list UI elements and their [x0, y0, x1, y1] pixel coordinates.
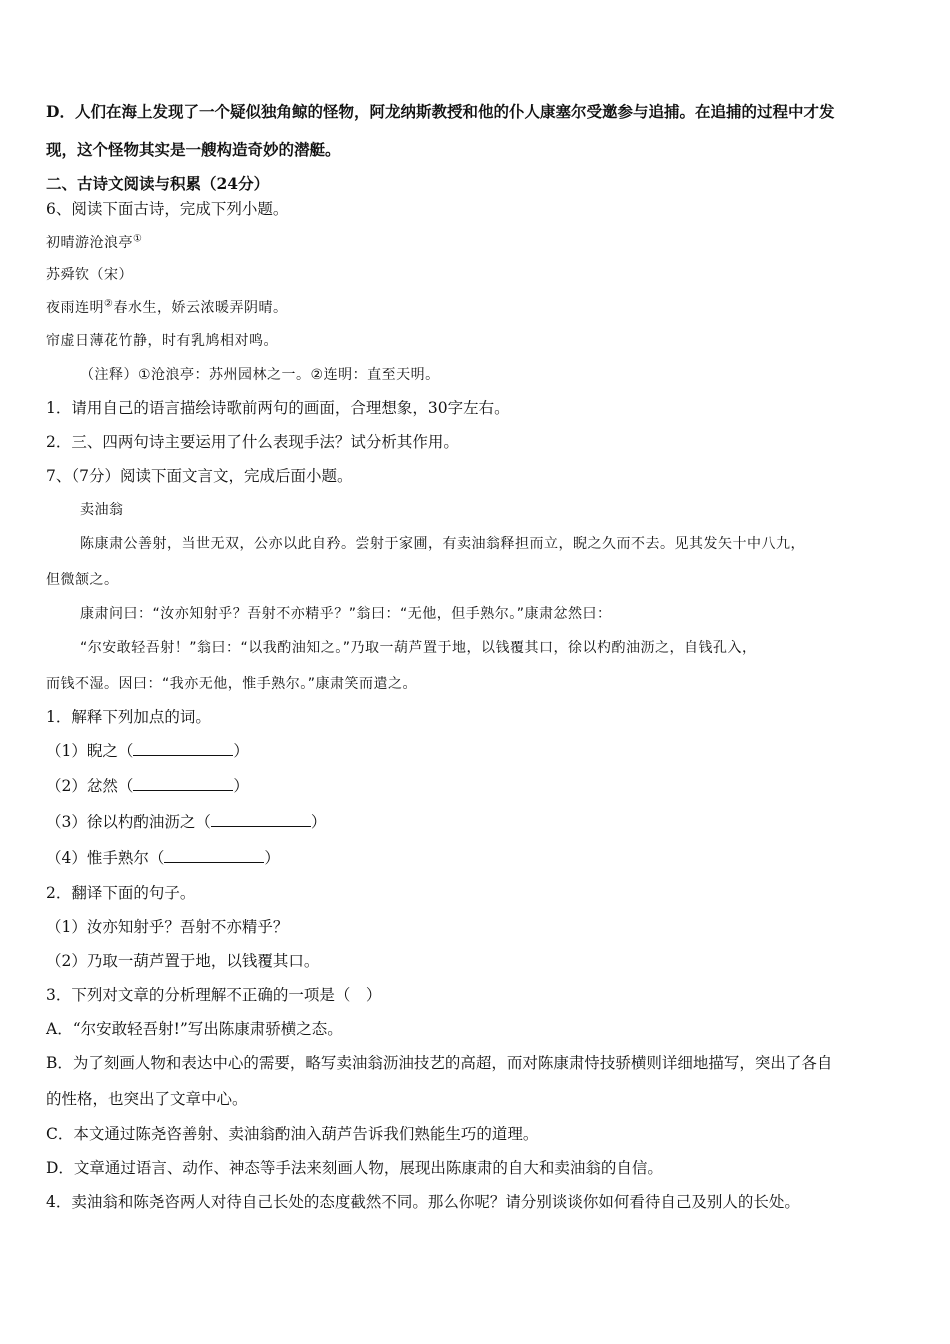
- q7-option-b-line1: B．为了刻画人物和表达中心的需要，略写卖油翁沥油技艺的高超，而对陈康肃恃技骄横则详细地描写，突出了各自: [46, 1054, 833, 1072]
- q7-para2-line1: 康肃问曰：“汝亦知射乎？吾射不亦精乎？”翁曰：“无他，但手熟尔。”康肃忿然曰：: [80, 606, 612, 622]
- item-text: 睨之（: [86, 742, 134, 760]
- poem-line-1-a: 夜雨连明: [46, 300, 104, 316]
- item-text: 忿然（: [86, 777, 134, 795]
- q7-passage-title: 卖油翁: [80, 502, 124, 518]
- q7-sub2-item-2: （2）乃取一葫芦置于地，以钱覆其口。: [46, 952, 320, 970]
- q7-sub1-item-3: [46, 812, 326, 832]
- item-number: （1）: [46, 742, 87, 760]
- q7-option-c: C．本文通过陈尧咨善射、卖油翁酌油入葫芦告诉我们熟能生巧的道理。: [46, 1125, 539, 1143]
- item-text: 惟手熟尔（: [86, 849, 165, 867]
- q7-option-b-line2: 的性格，也突出了文章中心。: [46, 1090, 248, 1108]
- q7-sub1: 1．解释下列加点的词。: [46, 708, 211, 726]
- item-number: （4）: [46, 849, 87, 867]
- item-close: ）: [310, 813, 327, 831]
- item-close: ）: [233, 742, 249, 760]
- item-number: （2）: [46, 777, 87, 795]
- q7-option-a: A．“尔安敢轻吾射!”写出陈康肃骄横之态。: [46, 1020, 343, 1038]
- item-close: ）: [233, 777, 249, 795]
- item-close: ）: [264, 849, 280, 867]
- q7-sub1-item-2: [46, 776, 249, 796]
- section2-heading: 二、古诗文阅读与积累（24分）: [46, 174, 270, 193]
- poem-author: 苏舜钦（宋）: [46, 267, 133, 283]
- q5-option-d-line1: D．人们在海上发现了一个疑似独角鲸的怪物，阿龙纳斯教授和他的仆人康塞尔受邀参与追捕。在追捕的过程中才发: [46, 102, 835, 121]
- poem-title-footnote-mark: ①: [133, 233, 143, 245]
- poem-line-1-footnote-mark: ②: [104, 298, 114, 310]
- answer-blank[interactable]: [133, 776, 233, 791]
- q7-para2-line2: “尔安敢轻吾射！”翁曰：“以我酌油知之。”乃取一葫芦置于地，以钱覆其口，徐以杓酌油沥之，自钱孔入，: [80, 640, 757, 656]
- poem-title-text: 初晴游沧浪亭: [46, 235, 133, 251]
- q7-sub1-item-4: [46, 848, 280, 868]
- q7-sub4: 4．卖油翁和陈尧咨两人对待自己长处的态度截然不同。那么你呢？请分别谈谈你如何看待自己及别人的长处。: [46, 1193, 800, 1211]
- poem-line-1: [46, 298, 287, 318]
- q7-sub2: 2．翻译下面的句子。: [46, 884, 196, 902]
- q6-sub1: 1．请用自己的语言描绘诗歌前两句的画面，合理想象，30字左右。: [46, 399, 510, 417]
- poem-line-2: 帘虚日薄花竹静，时有乳鸠相对鸣。: [46, 333, 278, 349]
- q7-sub1-item-1: [46, 741, 249, 761]
- answer-blank[interactable]: [133, 741, 233, 756]
- answer-blank[interactable]: [211, 812, 311, 827]
- q7-para2-line3: 而钱不湿。因曰：“我亦无他，惟手熟尔。”康肃笑而遣之。: [46, 676, 418, 692]
- poem-line-1-b: 春水生，娇云浓暖弄阴晴。: [113, 300, 288, 316]
- q7-sub2-item-1: （1）汝亦知射乎？吾射不亦精乎？: [46, 918, 289, 936]
- poem-title: [46, 233, 142, 253]
- poem-annotation: （注释）①沧浪亭：苏州园林之一。②连明：直至天明。: [80, 367, 440, 383]
- q7-para1-line2: 但微颔之。: [46, 572, 119, 588]
- item-number: （3）: [46, 813, 87, 831]
- item-text: 徐以杓酌油沥之（: [86, 813, 211, 831]
- answer-blank[interactable]: [164, 848, 264, 863]
- q6-prompt: 6、阅读下面古诗，完成下列小题。: [46, 200, 289, 218]
- q5-option-d-line2: 现，这个怪物其实是一艘构造奇妙的潜艇。: [46, 140, 341, 159]
- q7-option-d: D．文章通过语言、动作、神态等手法来刻画人物，展现出陈康肃的自大和卖油翁的自信。: [46, 1159, 663, 1177]
- q7-para1-line1: 陈康肃公善射，当世无双，公亦以此自矜。尝射于家圃，有卖油翁释担而立，睨之久而不去。见其发矢十中八九，: [80, 536, 805, 552]
- q6-sub2: 2．三、四两句诗主要运用了什么表现手法？试分析其作用。: [46, 433, 459, 451]
- q7-prompt: 7、（7分）阅读下面文言文，完成后面小题。: [46, 467, 353, 485]
- q7-sub3: 3．下列对文章的分析理解不正确的一项是（ ）: [46, 986, 382, 1004]
